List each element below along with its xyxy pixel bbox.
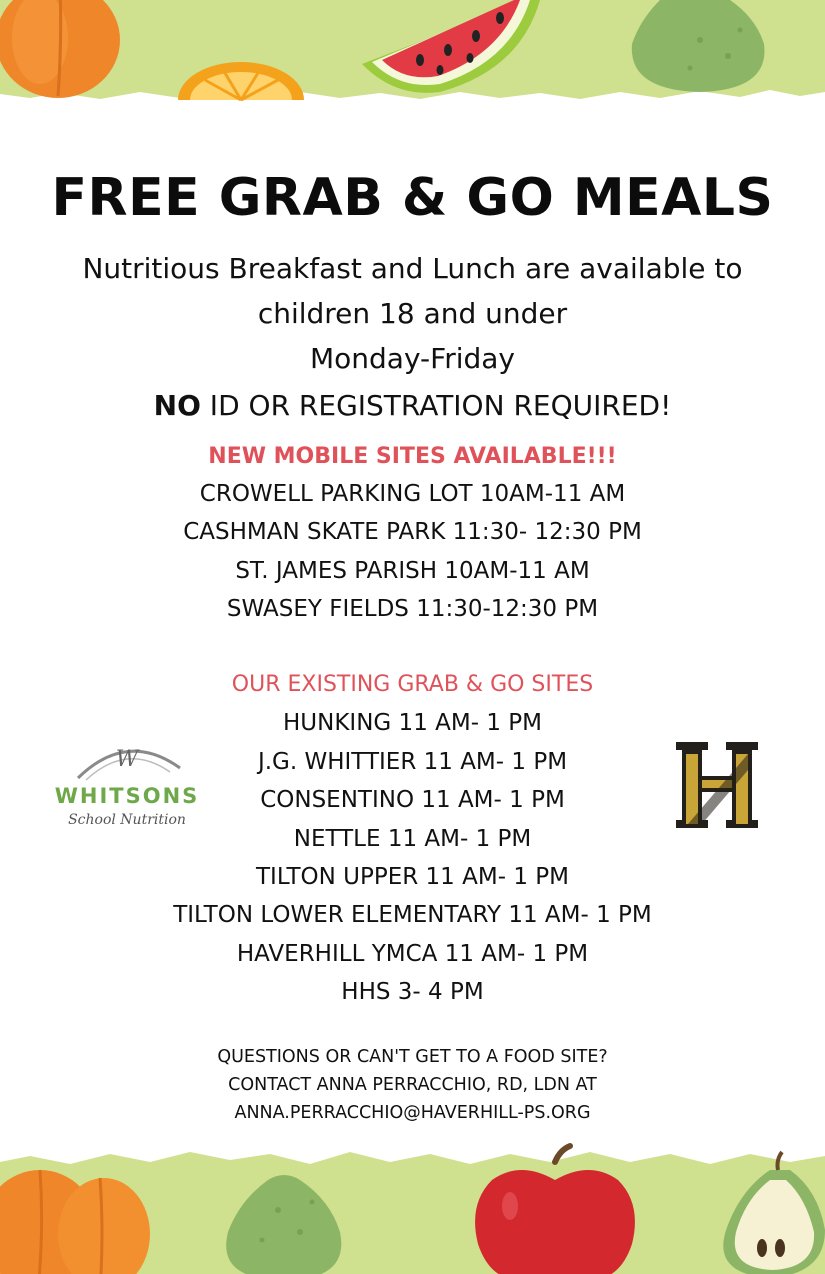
existing-site-item: HAVERHILL YMCA 11 AM- 1 PM (236, 941, 589, 967)
contact-line-1: QUESTIONS OR CAN'T GET TO A FOOD SITE? (217, 1047, 608, 1067)
no-id-rest: ID OR REGISTRATION REQUIRED! (200, 389, 672, 422)
whitsons-logo (42, 738, 212, 834)
contact-line-2: CONTACT ANNA PERRACCHIO, RD, LDN AT (228, 1075, 597, 1095)
existing-sites-heading: OUR EXISTING GRAB & GO SITES (231, 672, 594, 697)
existing-site-item: CONSENTINO 11 AM- 1 PM (260, 787, 565, 813)
no-id-bold: NO (153, 389, 201, 422)
no-id-notice (0, 389, 825, 422)
existing-site-item: NETTLE 11 AM- 1 PM (293, 826, 532, 852)
existing-site-item: HUNKING 11 AM- 1 PM (283, 710, 542, 736)
school-letter: H (674, 740, 675, 741)
mobile-site-item: SWASEY FIELDS 11:30-12:30 PM (226, 596, 599, 622)
whitsons-tagline: School Nutrition (68, 812, 186, 828)
existing-site-item: J.G. WHITTIER 11 AM- 1 PM (257, 749, 568, 775)
existing-site-item: TILTON LOWER ELEMENTARY 11 AM- 1 PM (173, 902, 652, 928)
existing-site-item: HHS 3- 4 PM (341, 979, 484, 1005)
contact-email: ANNA.PERRACCHIO@HAVERHILL-PS.ORG (234, 1103, 591, 1123)
subtitle-line-2: children 18 and under (257, 297, 568, 330)
subtitle-line-3: Monday-Friday (309, 342, 515, 375)
mobile-sites-heading: NEW MOBILE SITES AVAILABLE!!! (208, 444, 617, 469)
existing-site-item: TILTON UPPER 11 AM- 1 PM (256, 864, 569, 890)
whitsons-wordmark: WHITSONS (54, 784, 200, 808)
mobile-site-item: ST. JAMES PARISH 10AM-11 AM (235, 558, 590, 584)
pear-icon (632, 0, 765, 92)
whitsons-monogram: W (115, 747, 139, 772)
bottom-fruit-banner (0, 1140, 825, 1274)
mobile-site-item: CASHMAN SKATE PARK 11:30- 12:30 PM (183, 519, 642, 545)
subtitle-line-1: Nutritious Breakfast and Lunch are available to (82, 252, 743, 285)
mobile-site-item: CROWELL PARKING LOT 10AM-11 AM (199, 481, 626, 507)
top-fruit-banner (0, 0, 825, 120)
poster-title: FREE GRAB & GO MEALS (51, 168, 774, 228)
school-h-logo (674, 740, 760, 830)
